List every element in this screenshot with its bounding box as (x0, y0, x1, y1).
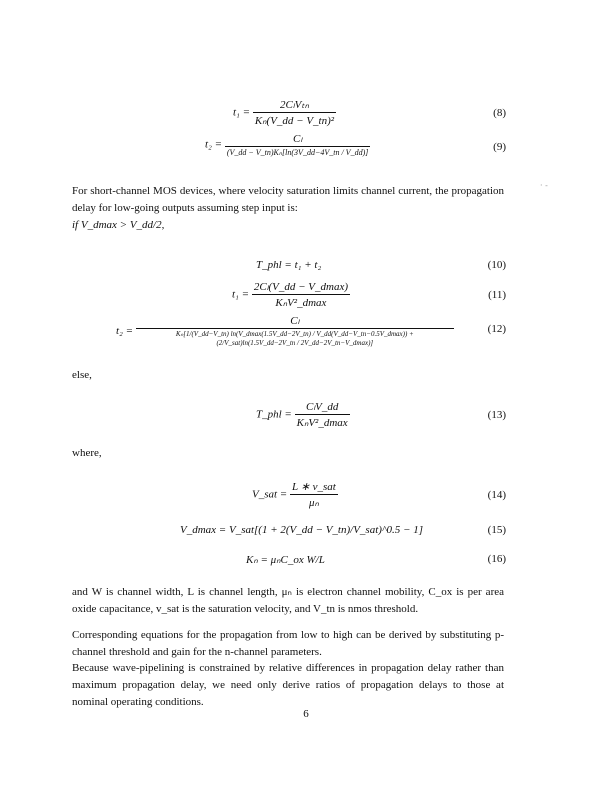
equation-9 (205, 132, 370, 157)
equation-9-number: (9) (493, 141, 506, 153)
equation-13-number: (13) (487, 409, 506, 421)
equation-13-denominator: KₙV²_dmax (295, 414, 350, 429)
equation-14-number: (14) (487, 489, 506, 501)
equation-14-lhs: V_sat = (252, 488, 288, 501)
equation-11-denominator: KₙV²_dmax (252, 294, 350, 309)
equation-11-lhs: t₁ = (232, 288, 250, 301)
paragraph-intro: For short-channel MOS devices, where velocity saturation limits channel current, the propagation delay for low-going outputs assuming step input is: (72, 185, 504, 214)
equation-11-fraction (252, 280, 350, 309)
equation-14 (252, 480, 338, 509)
equation-12-number: (12) (487, 323, 506, 335)
equation-8 (233, 98, 336, 127)
page-number: 6 (303, 708, 309, 720)
paragraph-if-condition: if V_dmax > V_dd/2, (72, 219, 165, 231)
equation-8-denominator: Kₙ(V_dd − V_tn)² (253, 112, 336, 127)
equation-12 (116, 314, 454, 348)
equation-8-number: (8) (493, 107, 506, 119)
equation-11-numerator: 2Cₗ(V_dd − V_dmax) (253, 281, 348, 293)
paragraph-definitions: and W is channel width, L is channel length, μₙ is electron channel mobility, C_ox is per area oxide capacitance, v_sat is the saturation velocity, and V_tn is nmos threshold. (72, 586, 504, 615)
equation-14-numerator: L ∗ v_sat (291, 481, 336, 493)
equation-11-number: (11) (488, 289, 506, 301)
equation-13 (256, 400, 350, 429)
paragraph-else: else, (72, 369, 92, 381)
equation-15: V_dmax = V_sat[(1 + 2(V_dd − V_tn)/V_sat)^0.5 − 1] (180, 524, 424, 536)
equation-12-lhs: t₂ = (116, 325, 134, 337)
equation-8-fraction (253, 98, 336, 127)
paragraph-where: where, (72, 447, 102, 459)
equation-9-numerator: Cₗ (292, 133, 303, 145)
paragraph-because: Because wave-pipelining is constrained by relative differences in propagation delay rather than maximum propagation delay, we need only derive ratios of propagation delays to those at nominal operating conditions. (72, 662, 504, 708)
equation-13-fraction (295, 400, 350, 429)
margin-mark: · - (540, 181, 548, 190)
equation-13-numerator: CₗV_dd (305, 401, 339, 413)
equation-14-fraction (290, 480, 338, 509)
equation-16: Kₙ = μₙC_ox W/L (246, 554, 325, 566)
equation-9-denominator: (V_dd − V_tn)Kₙ[ln(3V_dd−4V_tn / V_dd)] (226, 148, 369, 157)
equation-14-denominator: μₙ (290, 494, 338, 509)
equation-13-lhs: T_phl = (256, 408, 292, 421)
equation-11 (232, 280, 350, 309)
equation-10: T_phl = t₁ + t₂ (256, 259, 322, 271)
equation-12-denominator: Kₙ[1/(V_dd−V_tn) ln(V_dmax(1.5V_dd−2V_tn) / V_dd(V_dd−V_tn−0.5V_dmax)) + (2/V_sat)ln(1.5V_dd−2V_tn / 2V_dd−2V_tn−V_dmax)] (136, 328, 454, 348)
equation-9-lhs: t₂ = (205, 138, 223, 151)
equation-10-number: (10) (487, 259, 506, 271)
equation-12-numerator: Cₗ (290, 315, 300, 327)
equation-9-fraction (225, 132, 371, 157)
equation-8-lhs: t₁ = (233, 106, 251, 119)
equation-15-number: (15) (487, 524, 506, 536)
equation-8-numerator: 2CₗVₜₙ (279, 99, 309, 111)
equation-12-fraction (136, 314, 454, 348)
paragraph-corresponding: Corresponding equations for the propagation from low to high can be derived by substituting p-channel threshold and gain for the n-channel parameters. (72, 629, 504, 658)
equation-16-number: (16) (487, 553, 506, 565)
